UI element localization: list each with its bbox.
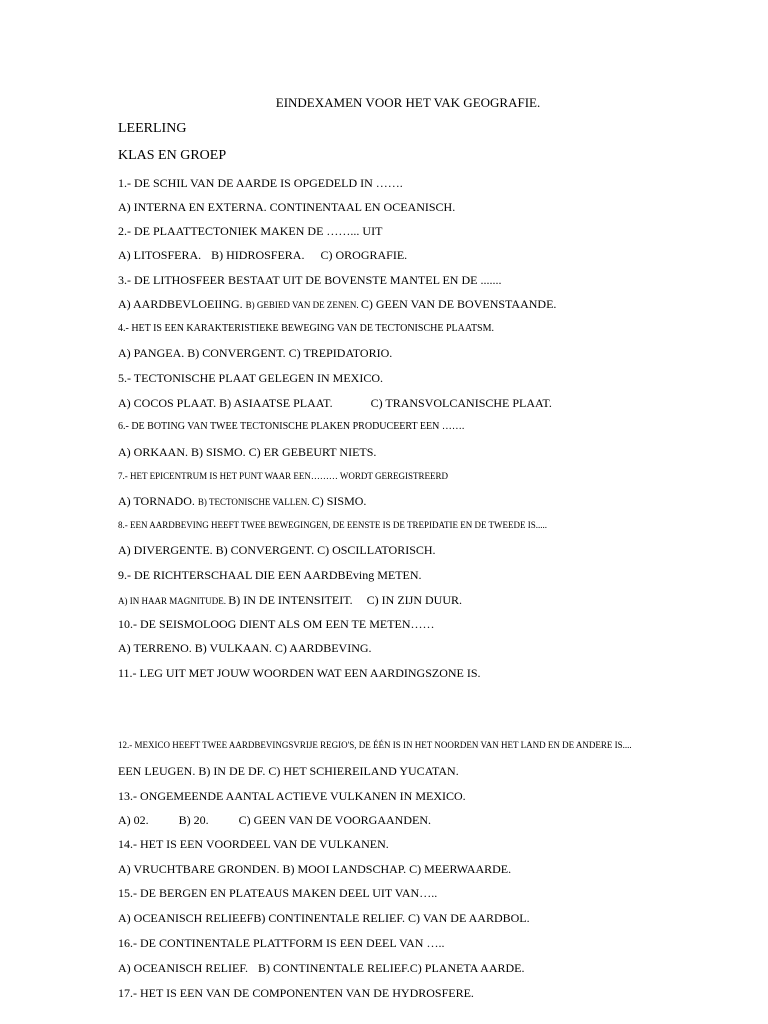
question-10: 10.- DE SEISMOLOOG DIENT ALS OM EEN TE METEN…… — [118, 617, 435, 631]
answer-12: EEN LEUGEN. B) IN DE DF. C) HET SCHIEREILAND YUCATAN. — [118, 764, 459, 778]
question-11: 11.- LEG UIT MET JOUW WOORDEN WAT EEN AARDINGSZONE IS. — [118, 666, 481, 680]
answer-1: A) INTERNA EN EXTERNA. CONTINENTAAL EN OCEANISCH. — [118, 200, 456, 214]
answer-2-b: B) HIDROSFERA. — [211, 248, 305, 262]
answer-16-bc: B) CONTINENTALE RELIEF.C) PLANETA AARDE. — [258, 961, 525, 975]
answer-2 — [118, 248, 407, 262]
answer-16-a: A) OCEANISCH RELIEF. — [118, 961, 249, 975]
answer-9 — [118, 593, 462, 608]
answer-13-b: B) 20. — [178, 813, 209, 827]
question-5: 5.- TECTONISCHE PLAAT GELEGEN IN MEXICO. — [118, 371, 383, 385]
question-1: 1.- DE SCHIL VAN DE AARDE IS OPGEDELD IN ……. — [118, 176, 403, 190]
question-3: 3.- DE LITHOSFEER BESTAAT UIT DE BOVENSTE MANTEL EN DE ....... — [118, 273, 502, 287]
answer-6: A) ORKAAN. B) SISMO. C) ER GEBEURT NIETS. — [118, 445, 377, 459]
answer-9-a: A) IN HAAR MAGNITUDE. — [118, 596, 229, 606]
question-2: 2.- DE PLAATTECTONIEK MAKEN DE ……... UIT — [118, 224, 383, 238]
answer-4: A) PANGEA. B) CONVERGENT. C) TREPIDATORIO. — [118, 346, 393, 360]
answer-7 — [118, 494, 366, 509]
answer-3-b: B) GEBIED VAN DE ZENEN. — [245, 300, 361, 310]
question-4: 4.- HET IS EEN KARAKTERISTIEKE BEWEGING VAN DE TECTONISCHE PLAATSM. — [118, 323, 495, 334]
page-title: EINDEXAMEN VOOR HET VAK GEOGRAFIE. — [275, 95, 541, 110]
question-9: 9.- DE RICHTERSCHAAL DIE EEN AARDBEving METEN. — [118, 568, 422, 582]
answer-13-c: C) GEEN VAN DE VOORGAANDEN. — [238, 813, 432, 827]
answer-10: A) TERRENO. B) VULKAAN. C) AARDBEVING. — [118, 641, 372, 655]
student-label: LEERLING — [118, 121, 187, 136]
question-8: 8.- EEN AARDBEVING HEEFT TWEE BEWEGINGEN, DE EENSTE IS DE TREPIDATIE EN DE TWEEDE IS..... — [118, 520, 548, 530]
answer-14: A) VRUCHTBARE GRONDEN. B) MOOI LANDSCHAP. C) MEERWAARDE. — [118, 862, 512, 876]
answer-3 — [118, 297, 556, 312]
answer-2-c: C) OROGRAFIE. — [320, 248, 408, 262]
class-label: KLAS EN GROEP — [118, 148, 227, 163]
answer-9-c: C) IN ZIJN DUUR. — [366, 593, 462, 607]
answer-5-c: C) TRANSVOLCANISCHE PLAAT. — [370, 396, 552, 410]
question-6: 6.- DE BOTING VAN TWEE TECTONISCHE PLAKEN PRODUCEERT EEN ……. — [118, 421, 465, 432]
answer-5 — [118, 396, 552, 410]
answer-8: A) DIVERGENTE. B) CONVERGENT. C) OSCILLATORISCH. — [118, 543, 436, 557]
question-12: 12.- MEXICO HEEFT TWEE AARDBEVINGSVRIJE REGIO'S, DE ÉÉN IS IN HET NOORDEN VAN HET LAND EN DE ANDERE IS.... — [118, 740, 632, 750]
answer-7-a: A) TORNADO. — [118, 494, 198, 508]
answer-15: A) OCEANISCH RELIEEFB) CONTINENTALE RELIEF. C) VAN DE AARDBOL. — [118, 911, 530, 925]
answer-7-b: B) TECTONISCHE VALLEN. — [197, 497, 312, 507]
answer-3-a: A) AARDBEVLOEIING. — [118, 297, 246, 311]
question-7: 7.- HET EPICENTRUM IS HET PUNT WAAR EEN……… WORDT GEREGISTREERD — [118, 471, 449, 481]
question-16: 16.- DE CONTINENTALE PLATTFORM IS EEN DEEL VAN ….. — [118, 936, 445, 950]
question-17: 17.- HET IS EEN VAN DE COMPONENTEN VAN DE HYDROSFERE. — [118, 986, 474, 1000]
answer-13-a: A) 02. — [118, 813, 149, 827]
question-14: 14.- HET IS EEN VOORDEEL VAN DE VULKANEN. — [118, 837, 389, 851]
answer-16 — [118, 961, 524, 975]
answer-13 — [118, 813, 431, 827]
answer-7-c: C) SISMO. — [311, 494, 367, 508]
answer-3-c: C) GEEN VAN DE BOVENSTAANDE. — [360, 297, 557, 311]
question-13: 13.- ONGEMEENDE AANTAL ACTIEVE VULKANEN IN MEXICO. — [118, 789, 466, 803]
question-15: 15.- DE BERGEN EN PLATEAUS MAKEN DEEL UIT VAN….. — [118, 886, 438, 900]
answer-9-b: B) IN DE INTENSITEIT. — [228, 593, 353, 607]
answer-2-a: A) LITOSFERA. — [118, 248, 202, 262]
answer-5-ab: A) COCOS PLAAT. B) ASIAATSE PLAAT. — [118, 396, 333, 410]
